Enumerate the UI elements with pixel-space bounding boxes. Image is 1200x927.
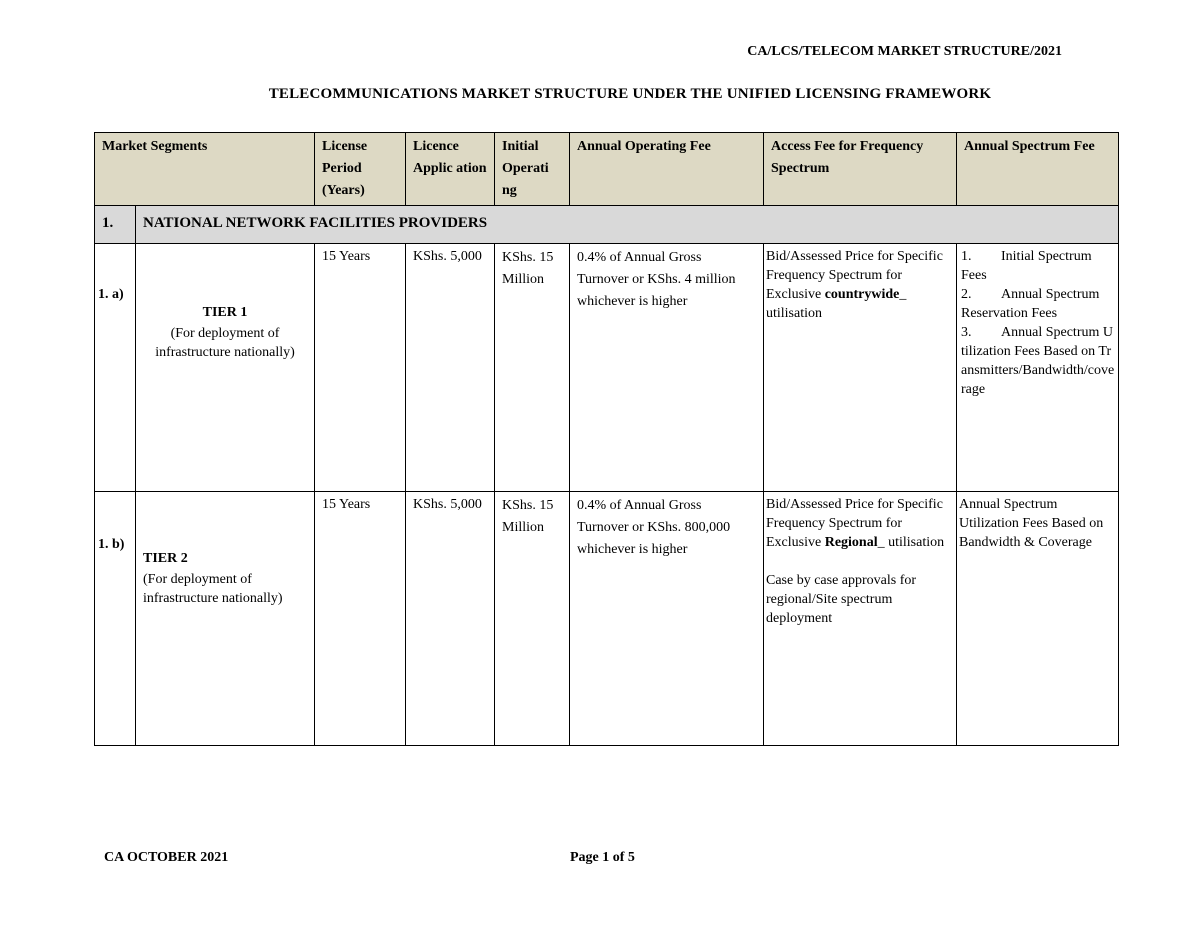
tier-name: TIER 1 xyxy=(202,305,248,320)
col-header-license-period: License Period (Years) xyxy=(315,133,406,206)
annual-operating-fee-cell: 0.4% of Annual Gross Turnover or KShs. 4 million whichever is higher xyxy=(570,244,764,492)
section-label: NATIONAL NETWORK FACILITIES PROVIDERS xyxy=(136,206,1119,244)
col-header-access-fee: Access Fee for Frequency Spectrum xyxy=(764,133,957,206)
row-id: 1. a) xyxy=(95,244,136,492)
license-period-cell: 15 Years xyxy=(315,244,406,492)
segment-cell xyxy=(136,492,315,746)
annual-spectrum-fee-cell xyxy=(957,244,1119,492)
list-item: 1. Initial Spectrum Fees xyxy=(961,249,1092,283)
document-title: TELECOMMUNICATIONS MARKET STRUCTURE UNDER THE UNIFIED LICENSING FRAMEWORK xyxy=(268,86,992,102)
access-fee-text: Bid/Assessed Price for Specific Frequency Spectrum for Exclusive xyxy=(766,497,943,550)
application-fee-cell: KShs. 5,000 xyxy=(406,492,495,746)
section-number: 1. xyxy=(95,206,136,244)
access-fee-cell: Bid/Assessed Price for Specific Frequency Spectrum for Exclusive countrywide_ utilisation xyxy=(764,244,957,492)
initial-operating-cell: KShs. 15 Million xyxy=(495,244,570,492)
footer-date: CA OCTOBER 2021 xyxy=(104,850,229,865)
access-fee-note: Case by case approvals for regional/Site spectrum deployment xyxy=(766,573,917,626)
access-fee-suffix: utilisation xyxy=(766,306,822,321)
col-header-annual-operating-fee: Annual Operating Fee xyxy=(570,133,764,206)
list-item: 3. Annual Spectrum Utilization Fees Based on Transmitters/Bandwidth/coverage xyxy=(961,325,1115,397)
tier-description: (For deployment of infrastructure nationally) xyxy=(143,572,283,606)
col-header-annual-spectrum-fee: Annual Spectrum Fee xyxy=(957,133,1119,206)
segment-cell xyxy=(136,244,315,492)
access-fee-scope: Regional xyxy=(824,535,878,550)
access-fee-cell: Bid/Assessed Price for Specific Frequency Spectrum for Exclusive Regional_ utilisation Case by case approvals for regional/Site spectrum deployment xyxy=(764,492,957,746)
application-fee-cell: KShs. 5,000 xyxy=(406,244,495,492)
access-fee-scope: countrywide xyxy=(824,287,900,302)
table-row-tier2 xyxy=(95,492,1119,746)
col-header-market-segments: Market Segments xyxy=(95,133,315,206)
tier-description: (For deployment of infrastructure nationally) xyxy=(155,326,295,360)
market-structure-table xyxy=(94,132,1119,746)
table-row-tier1 xyxy=(95,244,1119,492)
license-period-cell: 15 Years xyxy=(315,492,406,746)
col-header-licence-application: Licence Applic ation xyxy=(406,133,495,206)
access-fee-text: Bid/Assessed Price for Specific Frequency Spectrum for Exclusive xyxy=(766,249,943,302)
section-row xyxy=(95,206,1119,244)
document-reference: CA/LCS/TELECOM MARKET STRUCTURE/2021 xyxy=(747,44,1062,59)
annual-spectrum-fee-cell: Annual Spectrum Utilization Fees Based on Bandwidth & Coverage xyxy=(957,492,1119,746)
page-number: Page 1 of 5 xyxy=(570,850,635,865)
table-header-row xyxy=(95,133,1119,206)
initial-operating-cell: KShs. 15 Million xyxy=(495,492,570,746)
annual-operating-fee-cell: 0.4% of Annual Gross Turnover or KShs. 800,000 whichever is higher xyxy=(570,492,764,746)
access-fee-suffix: utilisation xyxy=(888,535,945,550)
tier-name: TIER 2 xyxy=(143,551,188,566)
col-header-initial-operating: Initial Operati ng xyxy=(495,133,570,206)
list-item: 2. Annual Spectrum Reservation Fees xyxy=(961,287,1100,321)
row-id: 1. b) xyxy=(95,492,136,746)
